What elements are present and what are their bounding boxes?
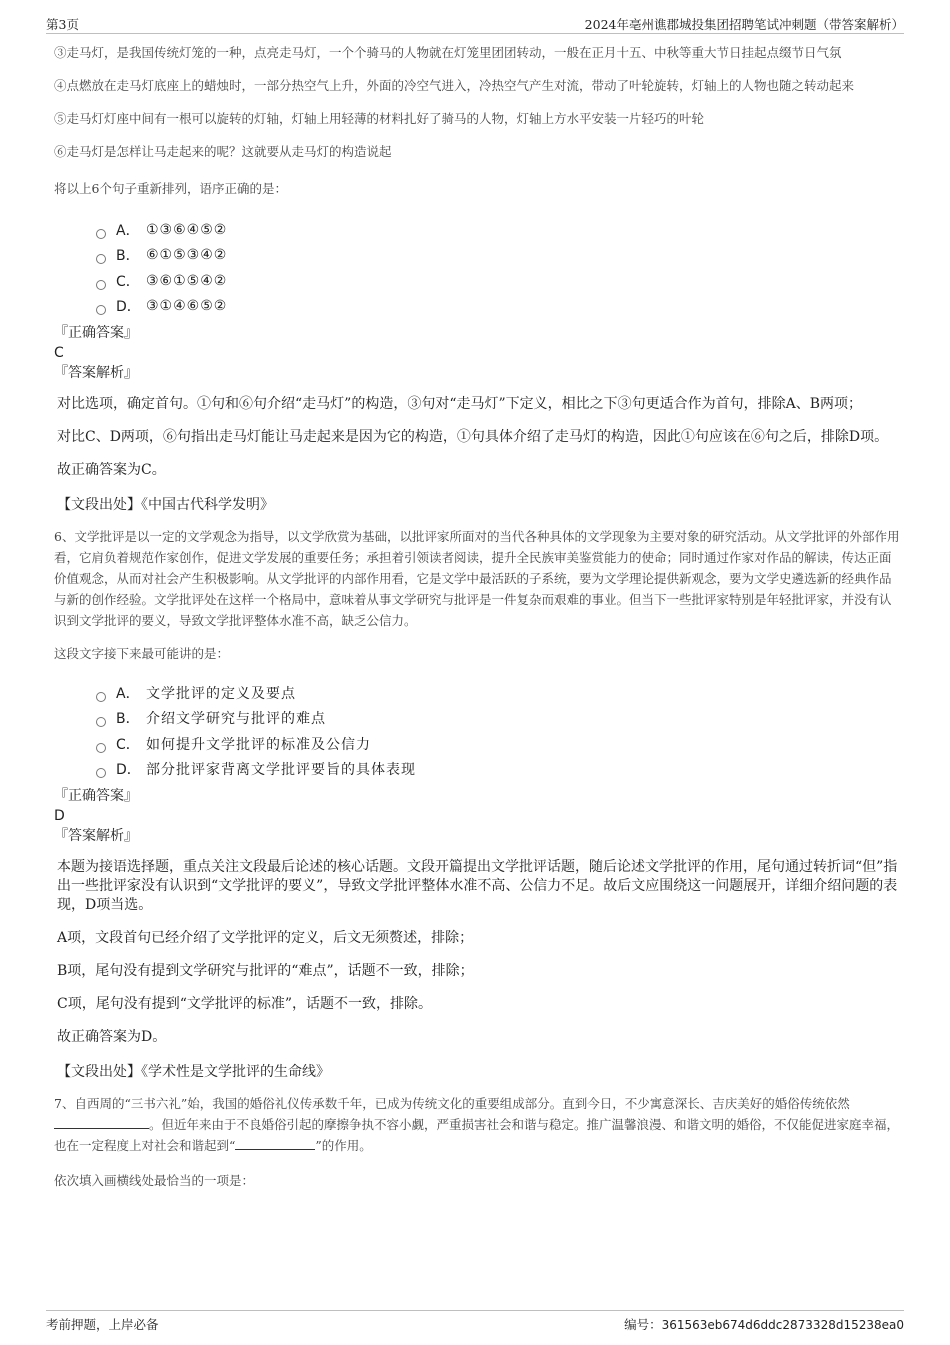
question-prompt: 依次填入画横线处最恰当的一项是：: [54, 1173, 255, 1188]
page-header: [46, 12, 904, 34]
analysis-paragraph: B项，尾句没有提到文学研究与批评的“难点”，话题不一致，排除；: [57, 963, 474, 979]
question-5: [54, 42, 902, 514]
analysis-paragraph: 对比C、D两项，⑥句指出走马灯能让马走起来是因为它的构造，①句具体介绍了走马灯的构造，因此①句应该在⑥句之后，排除D项。: [57, 429, 889, 445]
answer-label: 『正确答案』: [54, 788, 138, 804]
sentence-5: ⑤走马灯灯座中间有一根可以旋转的灯轴，灯轴上用轻薄的材料扎好了骑马的人物，灯轴上方水平安装一片轻巧的叶轮: [54, 111, 705, 126]
question-6: [54, 526, 902, 1081]
option-letter: B．: [116, 248, 140, 265]
option-letter: A．: [116, 685, 140, 702]
radio-button[interactable]: [96, 254, 106, 264]
option-text: ⑥①⑤③④②: [146, 247, 228, 264]
option-letter: B．: [116, 711, 140, 728]
document-title: 2024年亳州谯郡城投集团招聘笔试冲刺题（带答案解析）: [584, 17, 904, 32]
question-passage: [54, 1093, 902, 1156]
fill-blank-2: [235, 1136, 315, 1150]
analysis-paragraph: 故正确答案为C。: [57, 462, 166, 478]
document-id-label: 编号：: [624, 1317, 662, 1332]
analysis-body: [57, 395, 902, 480]
option-c[interactable]: [96, 731, 902, 757]
radio-button[interactable]: [96, 743, 106, 753]
analysis-label: 『答案解析』: [54, 365, 138, 381]
page-content: [54, 42, 902, 1191]
analysis-paragraph: C项，尾句没有提到“文学批评的标准”，话题不一致，排除。: [57, 996, 433, 1012]
passage-text: 。但近年来由于不良婚俗引起的摩擦争执不容小觑，严重损害社会和谐与稳定。推广温馨浪漫、和谐文明的婚俗，不仅能促进家庭幸福，也在一定程度上对社会和谐起到“: [54, 1117, 900, 1153]
option-list: [96, 680, 902, 782]
question-passage: 6、文学批评是以一定的文学观念为指导，以文学欣赏为基础，以批评家所面对的当代各种具体的文学现象为主要对象的研究活动。从文学批评的外部作用看，它肩负着规范作家创作，促进文学发展的重要任务；承担着引领读者阅读，提升全民族审美鉴赏能力的使命；同时通过作家对作品的解读，传达正面价值观念，从而对社会产生积极影响。从文学批评的内部作用看，它是文学中最活跃的子系统，要为文学理论提供新观念，要为文学史遴选新的经典作品与新的创作经验。文学批评处在这样一个格局中，意味着从事文学研究与批评是一件复杂而艰难的事业。但当下一些批评家特别是年轻批评家，并没有认识到文学批评的要义，导致文学批评整体水准不高，缺乏公信力。: [54, 529, 900, 628]
answer-label: 『正确答案』: [54, 325, 138, 341]
analysis-body: [57, 858, 902, 1047]
passage-source: 【文段出处】《中国古代科学发明》: [57, 497, 274, 513]
option-letter: C．: [116, 736, 140, 753]
option-text: 文学批评的定义及要点: [146, 685, 296, 702]
question-7: [54, 1093, 902, 1191]
option-letter: A．: [116, 222, 140, 239]
page-footer: [46, 1310, 904, 1336]
option-a[interactable]: [96, 217, 902, 243]
option-letter: D．: [116, 299, 141, 316]
passage-text: 7、自西周的“三书六礼”始，我国的婚俗礼仪传承数千年，已成为传统文化的重要组成部分。直到今日，不少寓意深长、吉庆美好的婚俗传统依然: [54, 1096, 850, 1111]
radio-button[interactable]: [96, 692, 106, 702]
option-a[interactable]: [96, 680, 902, 706]
footer-slogan: 考前押题，上岸必备: [46, 1317, 159, 1332]
option-d[interactable]: [96, 757, 902, 783]
analysis-paragraph: A项，文段首句已经介绍了文学批评的定义，后文无须赘述，排除；: [57, 930, 474, 946]
option-c[interactable]: [96, 268, 902, 294]
question-prompt: 这段文字接下来最可能讲的是：: [54, 646, 230, 661]
correct-answer: D: [54, 808, 65, 824]
option-text: ①③⑥④⑤②: [146, 221, 228, 238]
option-text: 部分批评家背离文学批评要旨的具体表现: [146, 762, 416, 779]
passage-source: 【文段出处】《学术性是文学批评的生命线》: [57, 1064, 330, 1080]
analysis-label: 『答案解析』: [54, 828, 138, 844]
option-d[interactable]: [96, 294, 902, 320]
radio-button[interactable]: [96, 717, 106, 727]
option-letter: C．: [116, 273, 140, 290]
option-text: 如何提升文学批评的标准及公信力: [146, 736, 371, 753]
option-text: 介绍文学研究与批评的难点: [146, 711, 326, 728]
option-text: ③⑥①⑤④②: [146, 272, 228, 289]
sentence-3: ③走马灯，是我国传统灯笼的一种，点亮走马灯，一个个骑马的人物就在灯笼里团团转动，一般在正月十五、中秋等重大节日挂起点缀节日气氛: [54, 45, 842, 60]
document-id: [624, 1315, 904, 1333]
analysis-paragraph: 本题为接语选择题，重点关注文段最后论述的核心话题。文段开篇提出文学批评话题，随后论述文学批评的作用，尾句通过转折词“但”指出一些批评家没有认识到“文学批评的要义”，导致文学批评整体水准不高、公信力不足。故后文应围绕这一问题展开，详细介绍问题的表现，D项当选。: [57, 859, 898, 913]
sentence-4: ④点燃放在走马灯底座上的蜡烛时，一部分热空气上升，外面的冷空气进入，冷热空气产生对流，带动了叶轮旋转，灯轴上的人物也随之转动起来: [54, 78, 855, 93]
option-list: [96, 217, 902, 319]
option-letter: D．: [116, 762, 141, 779]
radio-button[interactable]: [96, 768, 106, 778]
page-number: 第3页: [46, 17, 79, 32]
fill-blank-1: [54, 1115, 149, 1129]
radio-button[interactable]: [96, 229, 106, 239]
radio-button[interactable]: [96, 305, 106, 315]
option-b[interactable]: [96, 706, 902, 732]
sentence-6: ⑥走马灯是怎样让马走起来的呢？这就要从走马灯的构造说起: [54, 144, 392, 159]
document-id-value: 361563eb674d6ddc2873328d15238ea0: [661, 1318, 904, 1332]
analysis-paragraph: 对比选项，确定首句。①句和⑥句介绍“走马灯”的构造，③句对“走马灯”下定义，相比之下③句更适合作为首句，排除A、B两项；: [57, 396, 863, 412]
analysis-paragraph: 故正确答案为D。: [57, 1029, 167, 1045]
correct-answer: C: [54, 345, 64, 361]
question-prompt: 将以上6个句子重新排列，语序正确的是：: [54, 181, 287, 196]
option-b[interactable]: [96, 243, 902, 269]
option-text: ③①④⑥⑤②: [146, 298, 228, 315]
passage-text: ”的作用。: [315, 1138, 372, 1153]
radio-button[interactable]: [96, 280, 106, 290]
